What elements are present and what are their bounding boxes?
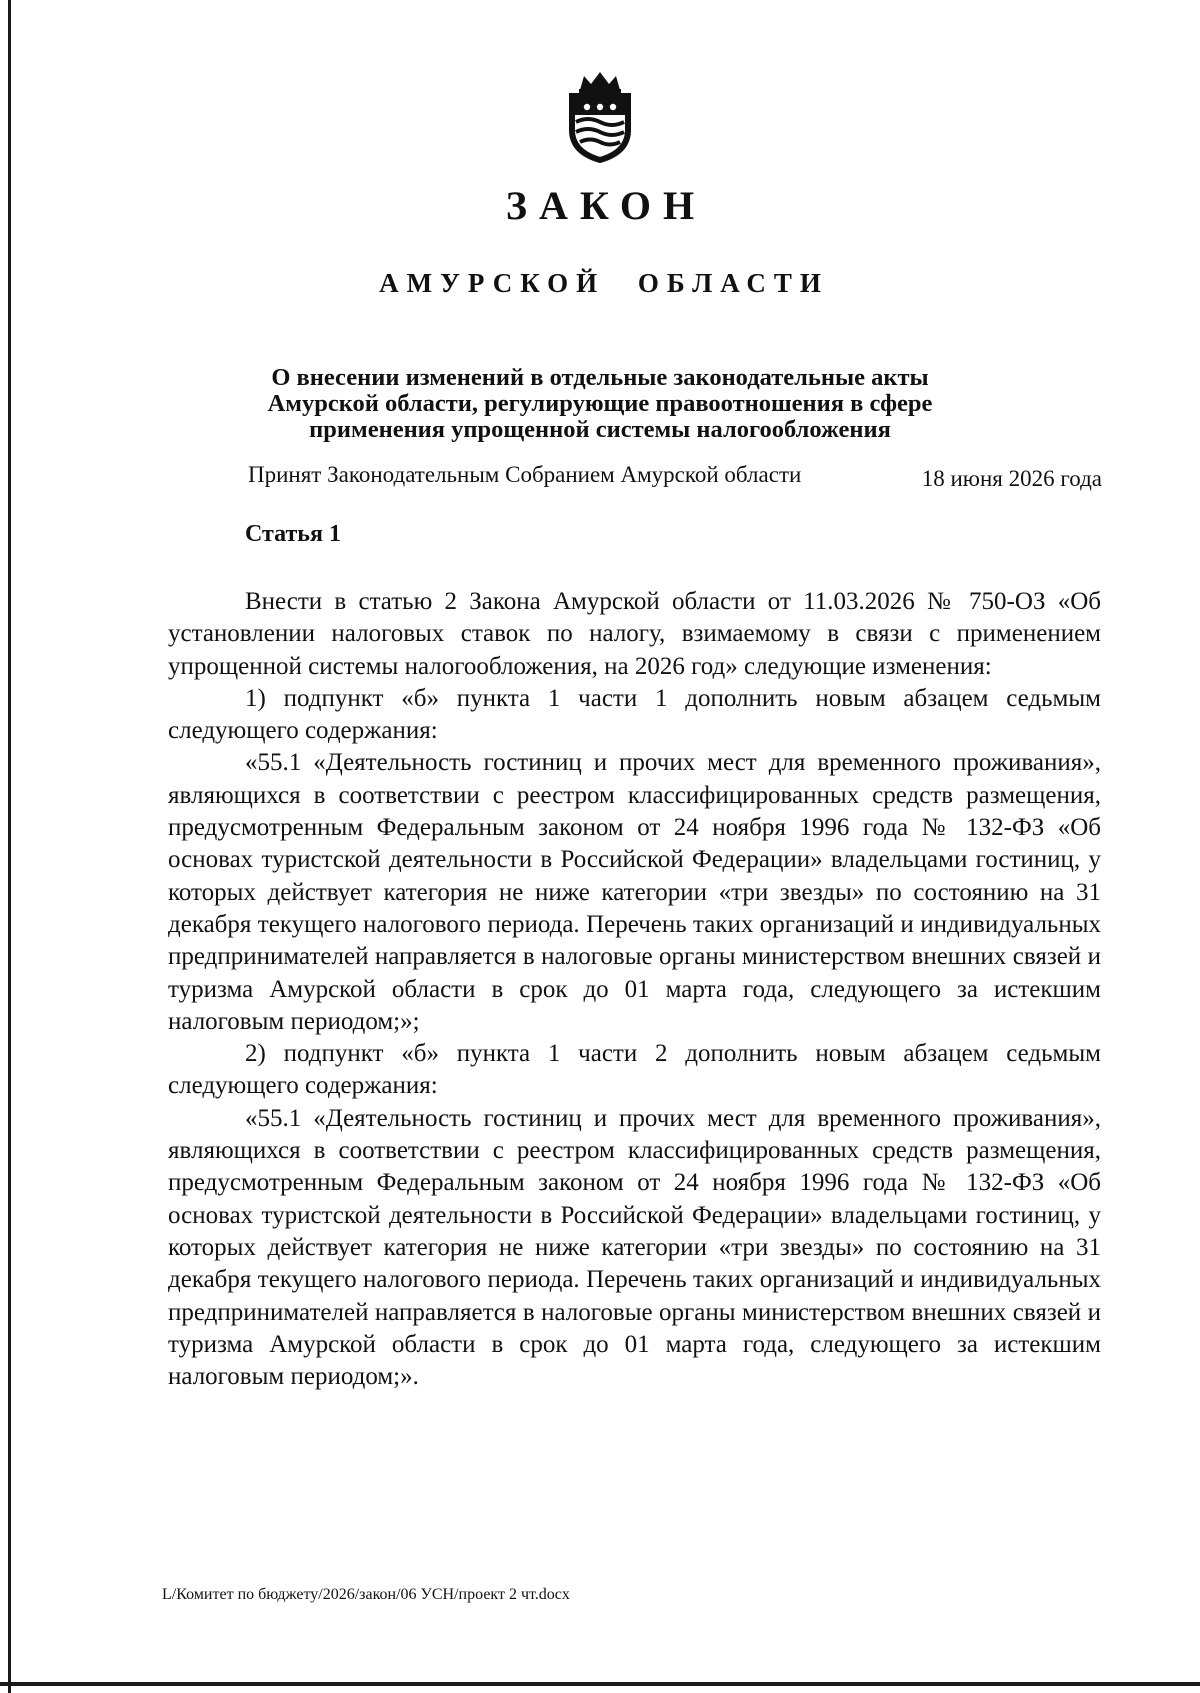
adopted-date: 18 июня 2026 года bbox=[921, 466, 1102, 491]
body-paragraph: 2) подпункт «б» пункта 1 части 2 дополнить новым абзацем седьмым следующего содержания: bbox=[168, 1040, 1101, 1100]
adopted-by-text: Принят Законодательным Собранием Амурской области bbox=[248, 462, 802, 487]
document-type-title: ЗАКОН bbox=[505, 183, 707, 228]
scan-border-left bbox=[8, 0, 11, 1693]
law-heading bbox=[0, 365, 1200, 443]
heading-line: применения упрощенной системы налогообложения bbox=[309, 416, 891, 443]
heading-line: О внесении изменений в отдельные законодательные акты bbox=[271, 364, 929, 391]
body-paragraph: Внести в статью 2 Закона Амурской области от 11.03.2026 № 750-ОЗ «Об установлении налоговых ставок по налогу, взимаемому в связи с применением упрощенной системы налогообложения, на 2026 год» следующие изменения: bbox=[168, 588, 1101, 680]
body-paragraph: «55.1 «Деятельность гостиниц и прочих мест для временного проживания», являющихся в соответствии с реестром классифицированных средств размещения, предусмотренным Федеральным законом от 24 ноября 1996 года № 132-ФЗ «Об основах туристской деятельности в Российской Федерации» владельцами гостиниц, у которых действует категория не ниже категории «три звезды» по состоянию на 31 декабря текущего налогового периода. Перечень таких организаций и индивидуальных предпринимателей направляется в налоговые органы министерством внешних связей и туризма Амурской области в срок до 01 марта года, следующего за истекшим налоговым периодом;»; bbox=[168, 749, 1101, 1035]
article-title: Статья 1 bbox=[245, 521, 341, 547]
body-paragraph: «55.1 «Деятельность гостиниц и прочих мест для временного проживания», являющихся в соответствии с реестром классифицированных средств размещения, предусмотренным Федеральным законом от 24 ноября 1996 года № 132-ФЗ «Об основах туристской деятельности в Российской Федерации» владельцами гостиниц, у которых действует категория не ниже категории «три звезды» по состоянию на 31 декабря текущего налогового периода. Перечень таких организаций и индивидуальных предпринимателей направляется в налоговые органы министерством внешних связей и туризма Амурской области в срок до 01 марта года, следующего за истекшим налоговым периодом;». bbox=[168, 1104, 1101, 1391]
article-body bbox=[168, 586, 1101, 1393]
heading-line: Амурской области, регулирующие правоотношения в сфере bbox=[267, 390, 933, 417]
coat-of-arms-emblem bbox=[560, 68, 640, 164]
body-paragraph: 1) подпункт «б» пункта 1 части 1 дополнить новым абзацем седьмым следующего содержания: bbox=[168, 684, 1101, 745]
region-subtitle: АМУРСКОЙ ОБЛАСТИ bbox=[379, 268, 829, 298]
footer-file-path: L/Комитет по бюджету/2026/закон/06 УСН/проект 2 чт.docx bbox=[162, 1586, 570, 1603]
scan-border-bottom bbox=[0, 1682, 1200, 1686]
